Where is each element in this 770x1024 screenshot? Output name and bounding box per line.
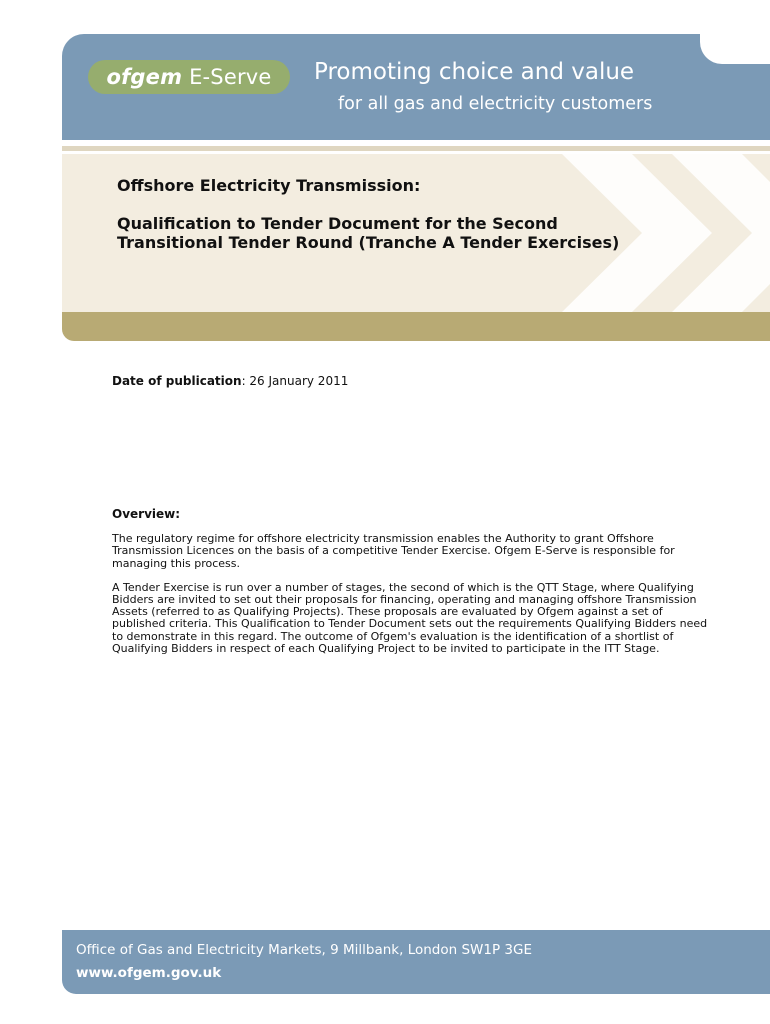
- tagline-sub: for all gas and electricity customers: [338, 94, 653, 114]
- title-line-1: Offshore Electricity Transmission:: [117, 176, 421, 195]
- overview-paragraph-1: The regulatory regime for offshore electricity transmission enables the Authority to grant Offshore Transmission Licences on the basis of a competitive Tender Exercise. Ofgem E-Serve is responsible for managing this process.: [112, 532, 675, 570]
- overview-section: [112, 508, 712, 667]
- overview-paragraph-2: A Tender Exercise is run over a number of stages, the second of which is the QTT Stage, where Qualifying Bidders are invited to set out their proposals for financing, operating and managing offshore Transmission Assets (referred to as Qualifying Projects). These proposals are evaluated by Ofgem against a set of published criteria. This Qualification to Tender Document sets out the requirements Qualifying Bidders need to demonstrate in this regard. The outcome of Ofgem's evaluation is the identification of a shortlist of Qualifying Bidders in respect of each Qualifying Project to be invited to participate in the ITT Stage.: [112, 580, 708, 655]
- publication-date: [112, 374, 348, 388]
- overview-heading: Overview:: [112, 507, 181, 521]
- title-line-2: Qualification to Tender Document for the Second Transitional Tender Round (Tranche A Tender Exercises): [117, 214, 620, 252]
- footer-address: Office of Gas and Electricity Markets, 9 Millbank, London SW1P 3GE: [76, 942, 532, 958]
- logo-product: E-Serve: [189, 65, 272, 89]
- divider-line: [62, 146, 770, 151]
- tagline-main: Promoting choice and value: [314, 59, 635, 85]
- footer-url[interactable]: www.ofgem.gov.uk: [76, 965, 222, 981]
- ofgem-eserve-logo: [88, 60, 290, 94]
- publication-label: Date of publication: [112, 374, 242, 388]
- gold-band: [62, 312, 770, 341]
- footer-banner: [62, 930, 770, 994]
- logo-brand: ofgem: [106, 65, 183, 89]
- header-notch: [700, 34, 770, 64]
- publication-value: : 26 January 2011: [241, 374, 349, 388]
- header-banner: [62, 34, 770, 140]
- document-title: [117, 176, 717, 252]
